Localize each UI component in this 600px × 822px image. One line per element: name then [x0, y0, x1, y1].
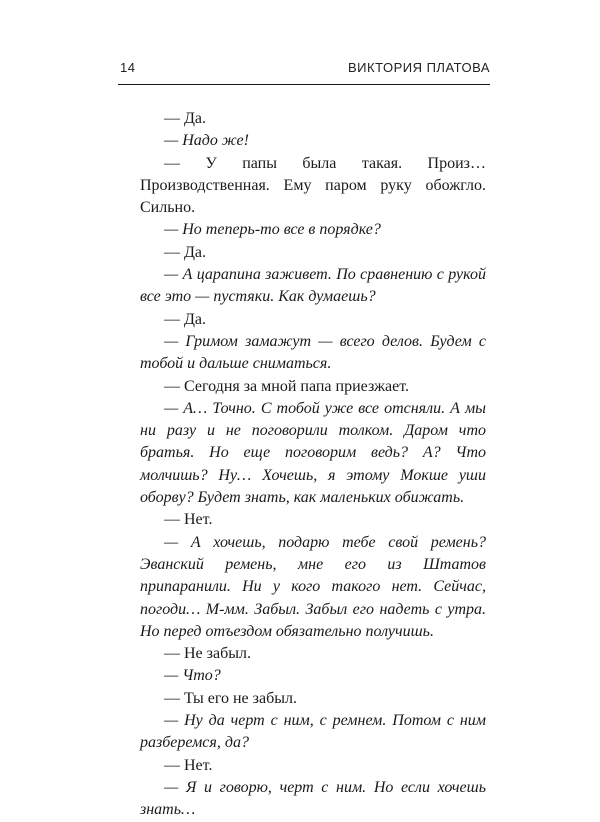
dialogue-line: — Но теперь-то все в порядке?	[164, 221, 381, 239]
dialogue-line: — Не забыл.	[164, 645, 251, 663]
body-text	[140, 108, 486, 822]
dialogue-line: — Сегодня за мной папа приезжает.	[164, 377, 410, 395]
page-number: 14	[120, 60, 136, 75]
dialogue-line: — Нет.	[164, 756, 213, 774]
dialogue-line: — Нет.	[164, 511, 213, 529]
dialogue-line: — Да.	[164, 243, 207, 261]
dialogue-line: — Надо же!	[164, 132, 249, 150]
header-rule	[118, 84, 490, 85]
dialogue-line: — Да.	[164, 110, 207, 127]
dialogue-line: — А царапина заживет. По сравнению с рукой все это — пустяки. Как думаешь?	[140, 266, 486, 306]
dialogue-line: — Что?	[164, 667, 221, 685]
page-header	[118, 58, 490, 84]
dialogue-line: — А хочешь, подарю тебе свой ремень? Эванский ремень, мне его из Штатов припаранили. Ни у кого такого нет. Сейчас, погоди… М-мм. Забыл. Забыл его надеть с утра. Но перед отъездом обязательно получишь.	[140, 533, 486, 640]
dialogue-line: — Ну да черт с ним, с ремнем. Потом с ним разберемся, да?	[140, 712, 486, 752]
dialogue-line: — Гримом замажут — всего делов. Будем с тобой и дальше сниматься.	[140, 332, 486, 373]
running-title: ВИКТОРИЯ ПЛАТОВА	[348, 60, 490, 75]
dialogue-line: — Да.	[164, 310, 207, 328]
dialogue-line: — А… Точно. С тобой уже все отсняли. А мы ни разу и не поговорили толком. Даром что братья. Но еще поговорим ведь? А? Что молчишь? Ну… Хочешь, я этому Мокше уши оборву? Будет знать, как маленьких обижать.	[140, 399, 486, 507]
dialogue-line: — У папы была такая. Произ… Производственная. Ему паром руку обожгло. Сильно.	[140, 154, 486, 217]
dialogue-line: — Ты его не забыл.	[164, 689, 297, 707]
dialogue-line: — Я и говорю, черт с ним. Но если хочешь знать…	[140, 778, 486, 819]
